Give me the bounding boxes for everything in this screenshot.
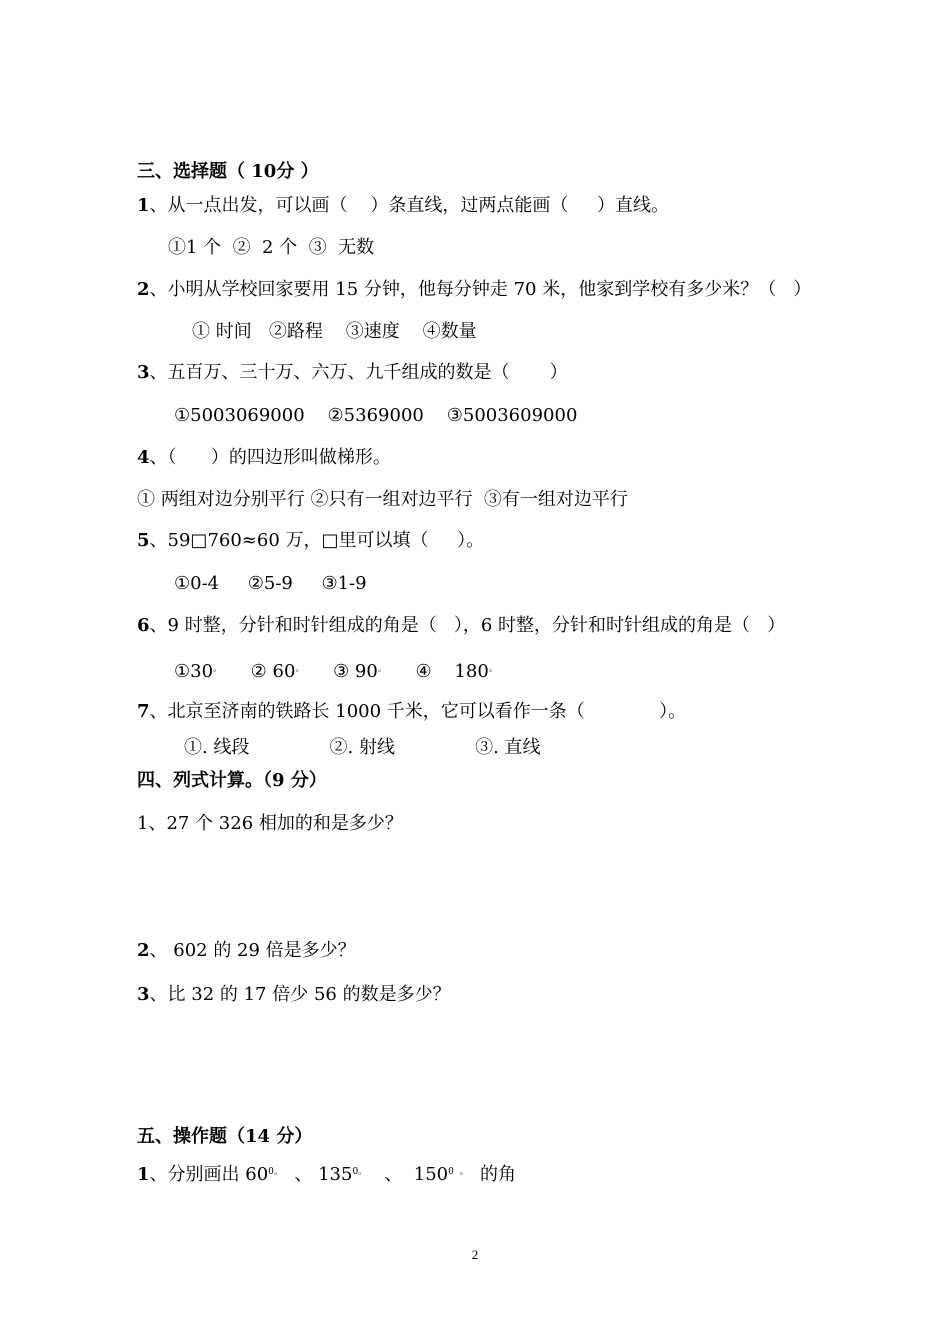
degree-mark: 0。 <box>268 1167 283 1177</box>
question-6 <box>137 615 785 637</box>
question-2-options: ① 时间 ②路程 ③速度 ④数量 <box>192 321 477 342</box>
calc-question-2-number: 2 <box>137 940 150 961</box>
question-3 <box>137 362 568 384</box>
question-4 <box>137 447 391 469</box>
question-5-text: 、59□760≈60 万，□里可以填（ ）。 <box>149 530 485 551</box>
section-5-heading: 五、操作题（14 分） <box>137 1126 313 1147</box>
question-6-option-1: ①30 <box>174 661 214 682</box>
section-4-heading: 四、列式计算。（9 分） <box>137 770 327 791</box>
calc-question-3-number: 3 <box>137 984 150 1005</box>
question-4-options: ① 两组对边分别平行 ②只有一组对边平行 ③有一组对边平行 <box>137 489 628 510</box>
question-1 <box>137 195 669 217</box>
calc-question-3 <box>137 984 451 1006</box>
degree-mark: 。 <box>488 664 498 674</box>
calc-question-1: 1、27 个 326 相加的和是多少？ <box>137 813 403 834</box>
question-4-number: 4 <box>137 447 150 468</box>
question-5-options: ①0-4 ②5-9 ③1-9 <box>174 573 367 594</box>
calc-question-2 <box>137 940 356 962</box>
degree-mark: 。 <box>295 664 305 674</box>
operation-text-a: 、分别画出 60 <box>149 1164 269 1185</box>
question-6-option-2: ② 60 <box>250 661 296 682</box>
page-number: 2 <box>471 1247 479 1262</box>
question-3-number: 3 <box>137 362 150 383</box>
question-2-number: 2 <box>137 279 150 300</box>
degree-mark: 0 。 <box>448 1167 469 1177</box>
operation-question-1 <box>137 1161 516 1186</box>
degree-mark: 0。 <box>352 1167 368 1177</box>
question-7-number: 7 <box>137 701 150 722</box>
question-4-text: 、（ ）的四边形叫做梯形。 <box>149 447 391 468</box>
question-1-options: ①1 个 ② 2 个 ③ 无数 <box>168 237 375 258</box>
section-3-heading: 三、选择题（ 10分 ） <box>137 161 319 182</box>
question-5 <box>137 530 484 552</box>
question-5-number: 5 <box>137 530 150 551</box>
question-2 <box>137 279 811 301</box>
question-6-number: 6 <box>137 615 150 636</box>
question-1-text: 、从一点出发，可以画（ ）条直线，过两点能画（ ）直线。 <box>149 195 670 216</box>
degree-mark: 。 <box>377 664 387 674</box>
question-3-options: ①5003069000 ②5369000 ③5003609000 <box>174 405 578 426</box>
calc-question-3-text: 、比 32 的 17 倍少 56 的数是多少？ <box>149 984 451 1005</box>
operation-question-1-number: 1 <box>137 1164 150 1185</box>
question-3-text: 、五百万、三十万、六万、九千组成的数是（ ） <box>149 362 568 383</box>
question-7-options: ①. 线段 ②. 射线 ③. 直线 <box>184 737 541 758</box>
calc-question-2-text: 、 602 的 29 倍是多少？ <box>149 940 356 961</box>
operation-text-b: 、 135 <box>282 1164 353 1185</box>
question-2-text: 、小明从学校回家要用 15 分钟，他每分钟走 70 米，他家到学校有多少米？（ ） <box>149 279 812 300</box>
question-6-text: 、9 时整，分针和时针组成的角是（ ），6 时整，分针和时针组成的角是（ ） <box>149 615 786 636</box>
question-7 <box>137 701 686 723</box>
question-6-option-3: ③ 90 <box>333 661 378 682</box>
operation-text-c: 、 150 <box>367 1164 449 1185</box>
degree-mark: 。 <box>213 664 223 674</box>
question-6-option-4: ④ 180 <box>415 661 489 682</box>
question-1-number: 1 <box>137 195 150 216</box>
question-6-options <box>174 658 498 683</box>
question-7-text: 、北京至济南的铁路长 1000 千米，它可以看作一条（ ）。 <box>149 701 687 722</box>
operation-text-d: 的角 <box>468 1164 517 1185</box>
